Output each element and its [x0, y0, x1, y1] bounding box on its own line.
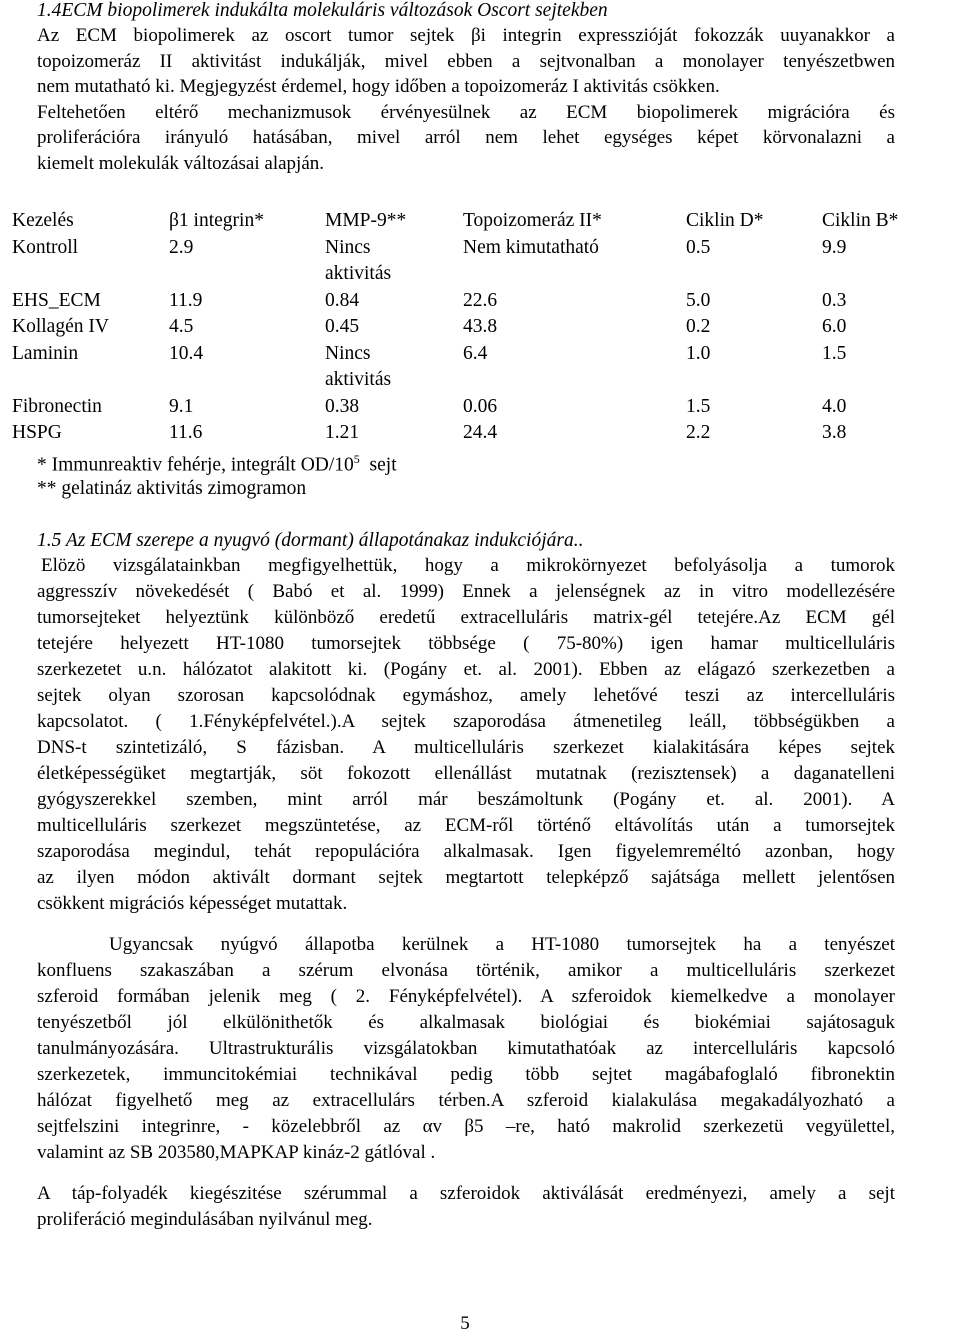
text-line: szferoid formában jelenik meg ( 2. Fényképfelvétel). A szferoidok kiemelkedve a monolayer [37, 986, 895, 1007]
text-line: topoizomeráz II aktivitást indukálják, mivel ebben a sejtvonalban a monolayer tenyészetbwen [37, 50, 895, 72]
table-cell: 9.1 [169, 395, 194, 417]
header-cell: Kezelés [12, 210, 74, 231]
text-line: konfluens szakaszában a szérum elvonása történik, amikor a multicelluláris szerkezet [37, 960, 895, 981]
text-line: szerkezetek, immuncitokémiai technikával pedig több sejtet magábafoglaló fibronektin [37, 1064, 895, 1085]
text-line: sejtek olyan szorosan kapcsolódnak egymáshoz, amely lehetővé teszi az intercelluláris [37, 685, 895, 706]
header-cell: Ciklin D* [686, 210, 764, 231]
table-cell [165, 261, 321, 288]
table-cell [818, 367, 952, 394]
text-line: Ugyancsak nyúgvó állapotba kerülnek a HT-1080 tumorsejtek ha a tenyészet [109, 934, 895, 955]
table-cell: 6.4 [463, 342, 488, 364]
text-line: tumorsejteket helyeztünk különböző eredetű extracelluláris matrix-gél tetejére.Az ECM gél [37, 607, 895, 628]
text-line: kiemelt molekulák változásai alapján. [37, 152, 325, 174]
table-cell [165, 367, 321, 394]
table-cell: 11.6 [169, 422, 203, 443]
table-cell: EHS_ECM [12, 289, 101, 311]
table-cell: Laminin [12, 342, 79, 364]
text-line: nem mutatható ki. Megjegyzést érdemel, hogy időben a topoizomeráz I aktivitás csökken. [37, 76, 720, 97]
table-cell: 11.9 [169, 289, 203, 311]
footnote-superscript: 5 [353, 452, 360, 466]
table-cell: 43.8 [463, 316, 498, 337]
table-footnote-1 [37, 452, 397, 477]
page-number: 5 [460, 1313, 470, 1334]
table-cell: 22.6 [463, 289, 498, 311]
footnote-text: * Immunreaktiv fehérje, integrált OD/10 [37, 454, 354, 476]
table-cell: 0.06 [463, 395, 498, 417]
text-line: sejtfelszini integrinre, - közelebbről az αv β5 –re, ható makrolid szerkezetü vegyülettel, [37, 1116, 895, 1137]
table-cell [459, 367, 682, 394]
table-row [8, 261, 952, 288]
table-cell [818, 261, 952, 288]
text-line: aggresszív növekedését ( Babó et al. 1999) Ennek a jelenségnek az in vitro modellezésére [37, 581, 895, 602]
text-line: valamint az SB 203580,MAPKAP kináz-2 gátlóval . [37, 1142, 436, 1163]
table-cell [682, 367, 818, 394]
section-heading-1-5: 1.5 Az ECM szerepe a nyugvó (dormant) állapotánakaz indukciójára.. [37, 530, 584, 551]
text-line: A táp-folyadék kiegészitése szérummal a szferoidok aktiválását eredményezi, amely a sejt [37, 1183, 895, 1204]
table-row [8, 314, 952, 341]
text-line: Feltehetően eltérő mechanizmusok érvényesülnek az ECM biopolimerek migrációra és [37, 101, 895, 123]
table-cell: aktivitás [325, 369, 392, 390]
table-cell [8, 367, 165, 394]
text-line: hálózat figyelhető meg az extracellulárs térben.A szferoid kialakulása megakadályozható a [37, 1090, 895, 1111]
text-line: proliferáció megindulásában nyilvánul meg. [37, 1209, 373, 1230]
table-cell [682, 261, 818, 288]
text-line: tenyészetből jól elkülönithetők és alkalmasak biológiai és biokémiai sajátosaguk [37, 1012, 895, 1033]
table-cell: Kontroll [12, 236, 79, 258]
text-line: életképességüket megtartják, söt fokozott ellenállást mutatnak (rezisztensek) a daganatelleni [37, 763, 895, 784]
table-cell: 9.9 [822, 236, 847, 258]
footnote-text-end: sejt [369, 454, 397, 476]
paragraph-1-5 [37, 553, 895, 917]
table-row [8, 235, 952, 262]
table-cell: 0.38 [325, 395, 360, 417]
text-line: gyógyszerekkel szemben, mint arról már beszámoltunk (Pogány et. al. 2001). A [37, 789, 895, 810]
table-footnote-2: ** gelatináz aktivitás zimogramon [37, 478, 307, 499]
table-row [8, 288, 952, 315]
text-line: csökkent migrációs képességet mutattak. [37, 893, 348, 914]
text-line: Az ECM biopolimerek az oscort tumor sejtek βi integrin expresszióját fokozzák uuyanakkor a [37, 25, 895, 46]
table-cell: aktivitás [325, 263, 392, 284]
table-row [8, 367, 952, 394]
table-cell: Nincs [325, 342, 371, 364]
section-heading-1-4: 1.4ECM biopolimerek indukálta molekuláris változások Oscort sejtekben [37, 0, 608, 21]
text-line: szaporodása megindul, tehát repopulációra alkalmasak. Igen figyelemreméltó azonban, hogy [37, 841, 895, 862]
paragraph-1-4 [37, 23, 895, 176]
table-cell: Fibronectin [12, 395, 102, 417]
header-cell: MMP-9** [325, 210, 407, 231]
table-row [8, 394, 952, 421]
table-cell: 5.0 [686, 289, 711, 311]
text-line: proliferációra irányuló hatásában, mivel arról nem lehet egységes képet körvonalazni a [37, 127, 895, 148]
table-cell: 0.2 [686, 316, 711, 337]
table-cell: 1.5 [822, 342, 847, 364]
text-line: tetejére helyezett HT-1080 tumorsejtek többsége ( 75-80%) igen hamar multicelluláris [37, 633, 895, 654]
paragraph-3 [37, 932, 895, 1166]
table-cell: 6.0 [822, 316, 847, 337]
table-cell: 4.0 [822, 395, 847, 417]
table-cell: Nincs [325, 236, 371, 258]
table-cell: 4.5 [169, 316, 194, 337]
text-line: szerkezetet u.n. hálózatot alakitott ki. (Pogány et. al. 2001). Ebben az elágazó szerkezetben a [37, 659, 895, 680]
header-cell: Ciklin B* [822, 210, 899, 231]
table-cell [459, 261, 682, 288]
table-cell: 0.3 [822, 289, 847, 311]
table-cell: 3.8 [822, 422, 847, 443]
table-cell: 2.9 [169, 236, 194, 258]
text-line: DNS-t szintetizáló, S fázisban. A multicelluláris szerkezet kialakitására képes sejtek [37, 737, 895, 758]
header-cell: Topoizomeráz II* [463, 210, 602, 231]
table-header-row [8, 208, 952, 235]
table-cell: 1.21 [325, 422, 360, 443]
text-line: multicelluláris szerkezet megszüntetése, az ECM-ről történő eltávolítás után a tumorsejtek [37, 815, 895, 836]
results-table [8, 208, 952, 447]
table-cell: 2.2 [686, 422, 711, 443]
text-line: az ilyen módon aktivált dormant sejtek megtartott telepképző sajátsága mellett jelentősen [37, 867, 895, 888]
text-line: Elözö vizsgálatainkban megfigyelhettük, hogy a mikrokörnyezet befolyásolja a tumorok [41, 555, 895, 576]
table-cell: 1.5 [686, 395, 711, 417]
paragraph-4 [37, 1181, 895, 1233]
table-cell [8, 261, 165, 288]
table-cell: 1.0 [686, 342, 711, 364]
header-cell: β1 integrin* [169, 210, 264, 231]
table-cell: 24.4 [463, 422, 498, 443]
table-cell: Nem kimutatható [463, 236, 599, 258]
table-cell: Kollagén IV [12, 316, 109, 337]
table-cell: 0.45 [325, 316, 360, 337]
table-cell: 0.84 [325, 289, 360, 311]
table-cell: 10.4 [169, 342, 204, 364]
table-row [8, 420, 952, 447]
table-cell: HSPG [12, 422, 62, 443]
table-cell: 0.5 [686, 236, 711, 258]
text-line: tanulmányozására. Ultrastrukturális vizsgálatokban kimutathatóak az intercelluláris kapcsoló [37, 1038, 895, 1059]
text-line: kapcsolatot. ( 1.Fényképfelvétel.).A sejtek szaporodása átmenetileg leáll, többségükben a [37, 711, 895, 732]
table-row [8, 341, 952, 368]
